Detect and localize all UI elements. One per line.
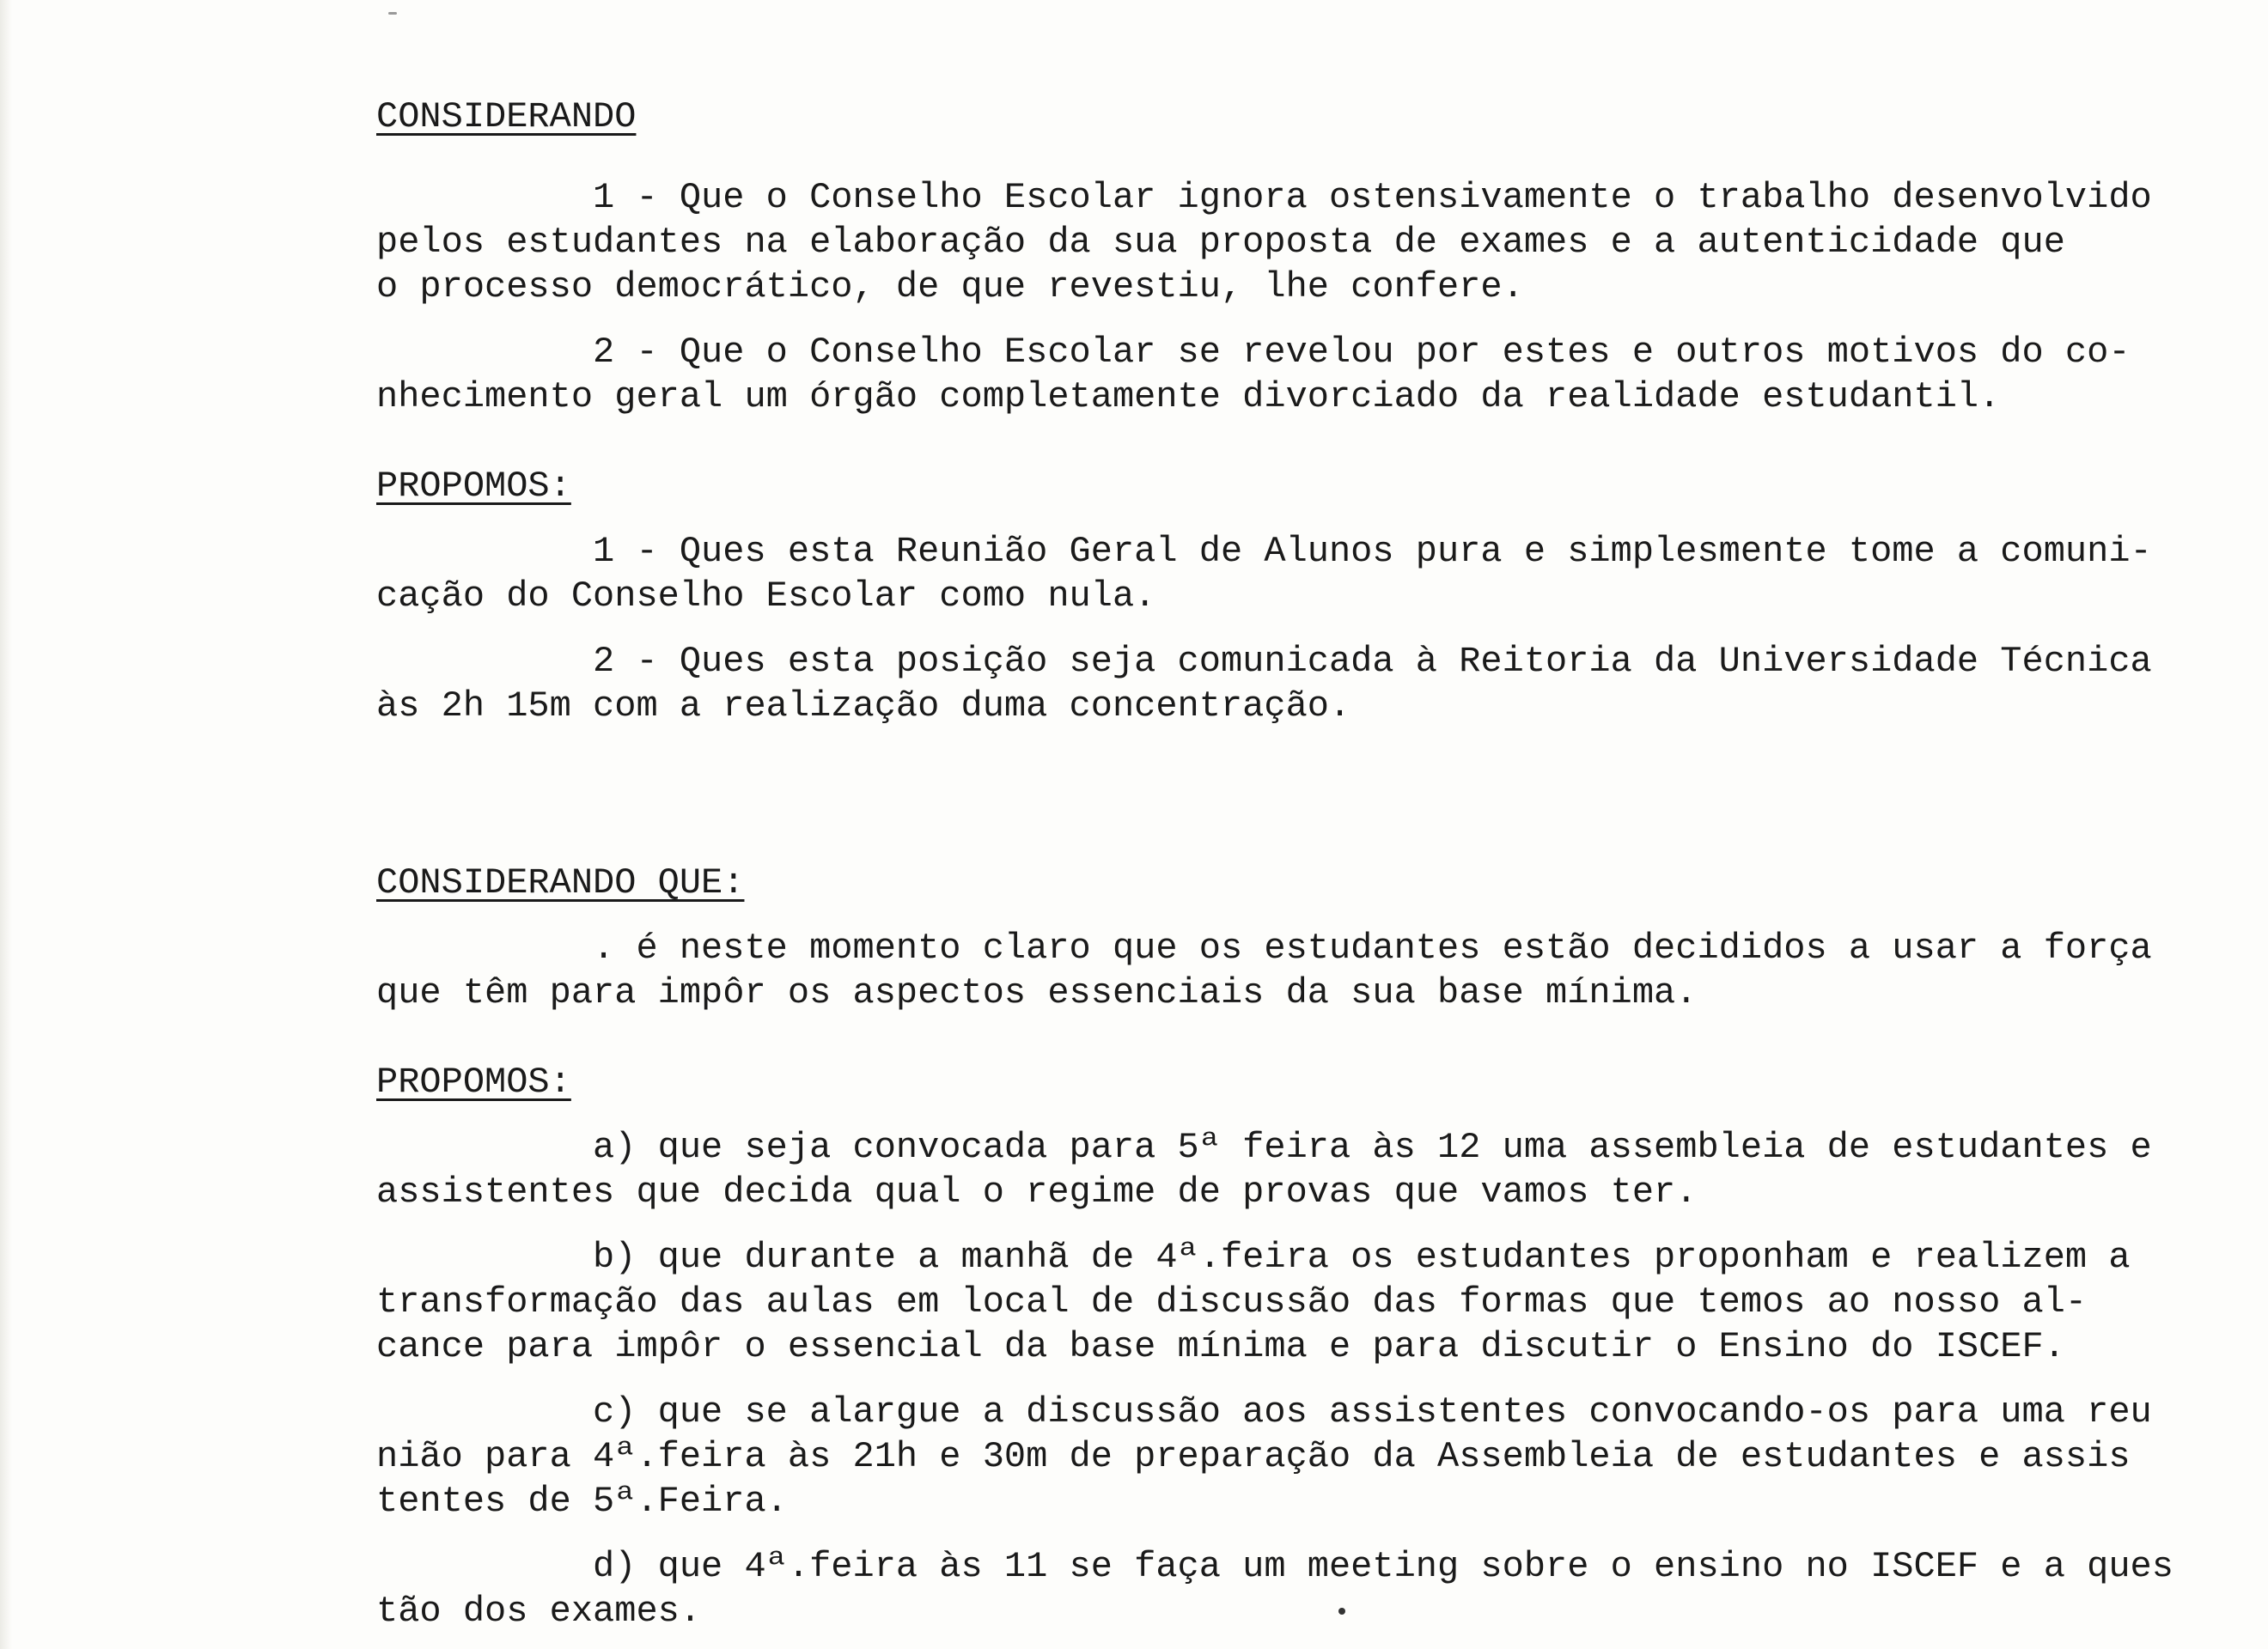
text-line: cação do Conselho Escolar como nula. — [376, 575, 1156, 617]
paragraph-propomos-1-2 — [376, 639, 2152, 728]
section-propomos-2 — [376, 1060, 2174, 1634]
ink-speck — [1338, 1608, 1345, 1615]
text-line: 1 - Ques esta Reunião Geral de Alunos pura e simplesmente tome a comuni- — [376, 531, 2152, 572]
section-heading: PROPOMOS: — [376, 465, 571, 507]
paragraph-propomos-2-b — [376, 1235, 2146, 1369]
text-line: a) que seja convocada para 5ª feira às 12 uma assembleia de estudantes e — [376, 1127, 2152, 1168]
text-line: que têm para impôr os aspectos essenciais da sua base mínima. — [376, 972, 1698, 1013]
paragraph-considerando-2 — [376, 330, 2146, 419]
paragraph-considerando-1 — [376, 175, 2152, 309]
text-line: nhecimento geral um órgão completamente divorciado da realidade estudantil. — [376, 376, 2001, 417]
paragraph-propomos-1-1 — [376, 529, 2152, 618]
section-heading: CONSIDERANDO — [376, 96, 637, 137]
paragraph-propomos-2-c — [376, 1390, 2152, 1524]
ink-speck — [388, 12, 397, 15]
section-considerando-que — [376, 861, 2152, 1015]
text-line: pelos estudantes na elaboração da sua proposta de exames e a autenticidade que — [376, 222, 2065, 263]
text-line: 1 - Que o Conselho Escolar ignora ostensivamente o trabalho desenvolvido — [376, 177, 2152, 218]
text-line: o processo democrático, de que revestiu, lhe confere. — [376, 266, 1524, 307]
text-line: nião para 4ª.feira às 21h e 30m de preparação da Assembleia de estudantes e assis — [376, 1436, 2131, 1477]
text-line: c) que se alargue a discussão aos assistentes convocando-os para uma reu — [376, 1391, 2152, 1433]
text-line: transformação das aulas em local de discussão das formas que temos ao nosso al- — [376, 1281, 2088, 1323]
typed-document — [376, 94, 2174, 1634]
paragraph-propomos-2-a — [376, 1125, 2152, 1214]
section-heading: CONSIDERANDO QUE: — [376, 862, 745, 904]
text-line: às 2h 15m com a realização duma concentração. — [376, 685, 1351, 727]
text-line: tão dos exames. — [376, 1591, 702, 1632]
text-line: 2 - Ques esta posição seja comunicada à Reitoria da Universidade Técnica — [376, 641, 2152, 682]
section-considerando — [376, 94, 2152, 419]
section-heading: PROPOMOS: — [376, 1062, 571, 1103]
text-line: . é neste momento claro que os estudantes estão decididos a usar a força — [376, 928, 2152, 969]
paragraph-considerando-que-1 — [376, 926, 2152, 1015]
text-line: b) que durante a manhã de 4ª.feira os estudantes proponham e realizem a — [376, 1237, 2131, 1278]
text-line: d) que 4ª.feira às 11 se faça um meeting sobre o ensino no ISCEF e a ques — [376, 1546, 2174, 1587]
scan-edge-shadow — [0, 0, 12, 1649]
text-line: 2 - Que o Conselho Escolar se revelou por estes e outros motivos do co- — [376, 332, 2131, 373]
text-line: assistentes que decida qual o regime de provas que vamos ter. — [376, 1171, 1698, 1213]
text-line: tentes de 5ª.Feira. — [376, 1481, 788, 1522]
paragraph-propomos-2-d — [376, 1544, 2174, 1634]
text-line: cance para impôr o essencial da base mínima e para discutir o Ensino do ISCEF. — [376, 1326, 2065, 1367]
section-propomos-1 — [376, 464, 2152, 728]
